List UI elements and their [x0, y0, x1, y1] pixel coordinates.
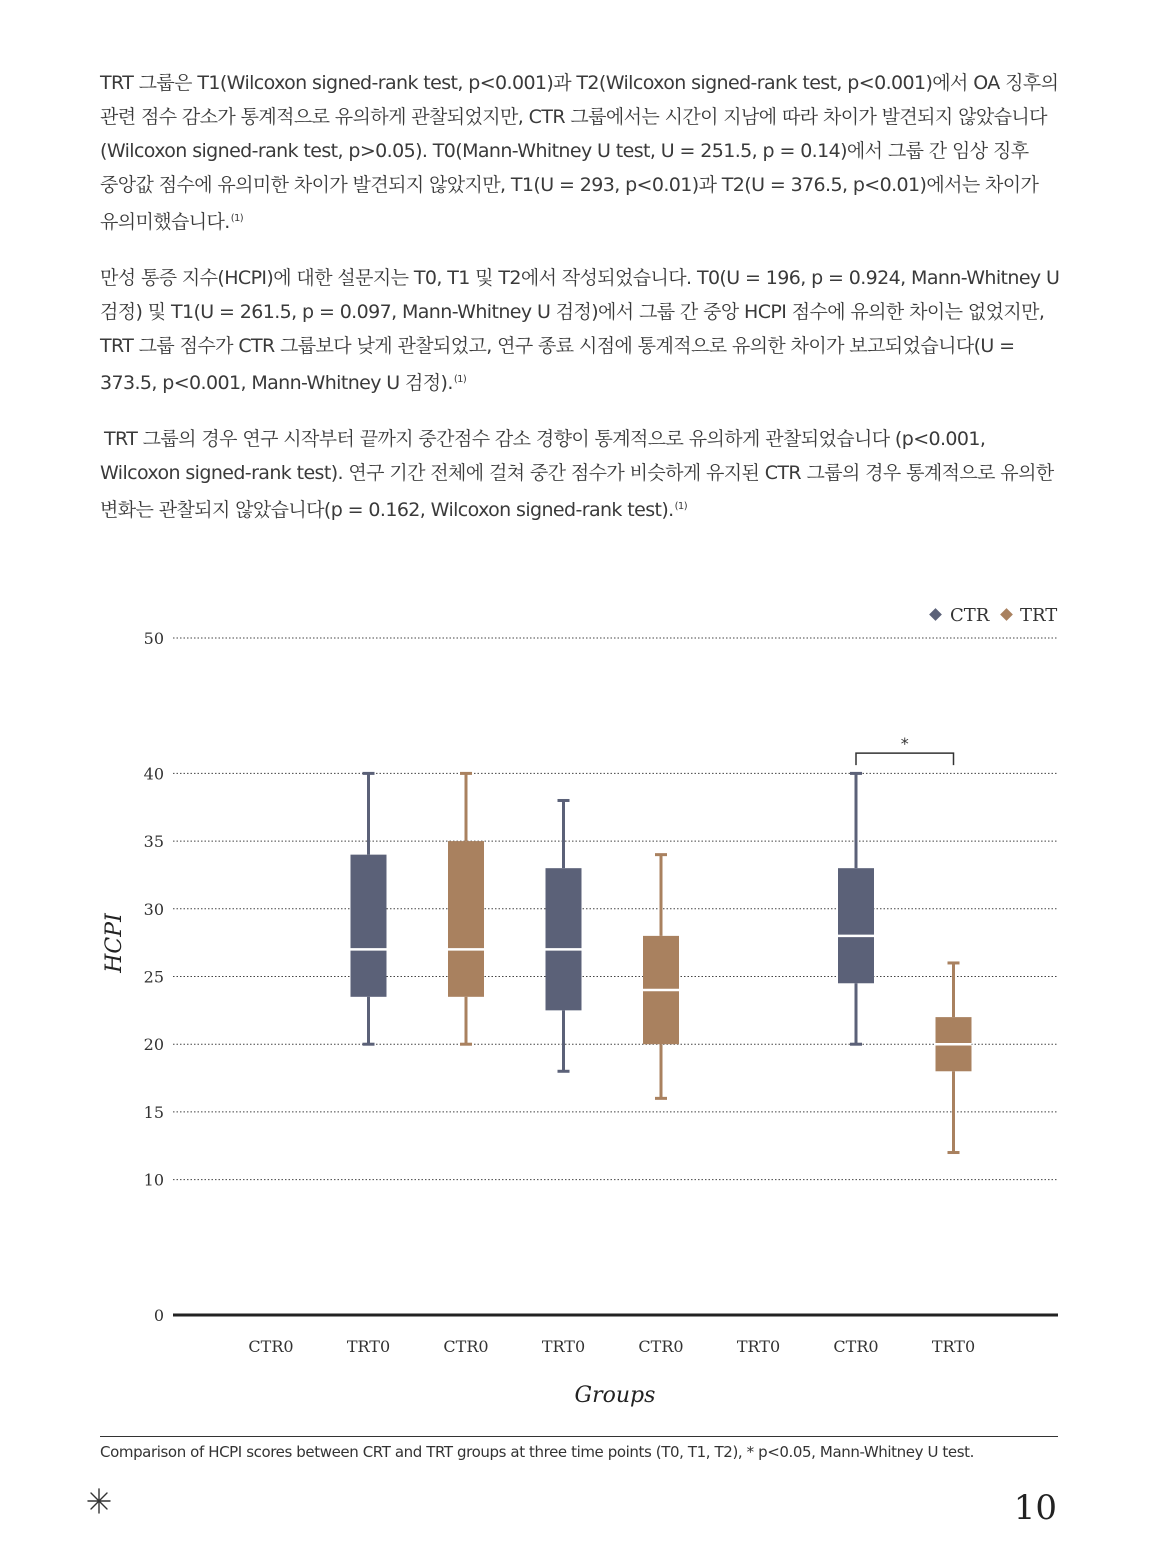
paragraph-2: 만성 통증 지수(HCPI)에 대한 설문지는 T0, T1 및 T2에서 작성되었습니다. T0(U = 196, p = 0.924, Mann-Whitney U 검정) 및 T1(U = 261.5, p = 0.097, Mann-Whitney U 검정)에서 그룹 간 중앙 HCPI 점수에 유의한 차이는 없었지만, TRT 그룹 점수가 CTR 그룹보다 낮게 관찰되었고, 연구 종료 시점에 통계적으로 유의한 차이가 보고되었습니다(U = 373.5, p<0.001, Mann-Whitney U 검정).$^{(1)}$ [100, 267, 1060, 394]
y-tick-label-0: 0 [153, 1306, 164, 1325]
x-tick-label-7: TRT0 [931, 1337, 976, 1356]
box-iqr [448, 841, 484, 997]
box-iqr [351, 855, 387, 997]
y-tick-label-15: 15 [143, 1102, 164, 1122]
y-axis-label: HCPI [102, 913, 127, 973]
x-tick-label-3: TRT0 [541, 1337, 586, 1356]
x-tick-label-0: CTR0 [248, 1337, 294, 1356]
y-tick-label-50: 50 [143, 629, 164, 648]
box-4 [643, 855, 679, 1099]
significance-bracket [856, 734, 954, 765]
significance-label-0: * [900, 734, 909, 754]
x-tick-label-1: TRT0 [346, 1337, 391, 1356]
legend-trt-label: TRT [1020, 605, 1058, 626]
reference-3: (1) [674, 501, 687, 512]
y-tick-label-30: 30 [143, 899, 164, 919]
box-5 [838, 773, 874, 1044]
y-tick-label-10: 10 [143, 1170, 164, 1190]
box-2 [448, 773, 484, 1044]
reference-2: (1) [453, 374, 467, 385]
hcpi-boxplot-chart [0, 590, 1157, 1430]
x-tick-label-2: CTR0 [443, 1337, 489, 1356]
x-tick-label-4: CTR0 [638, 1337, 684, 1356]
figure-caption: Comparison of HCPI scores between CRT and TRT groups at three time points (T0, T1, T2), * p<0.05, Mann-Whitney U test. [100, 1443, 974, 1461]
asterisk-ornament-icon [86, 1488, 112, 1514]
body-text [100, 66, 1060, 549]
x-axis-label: Groups [574, 1383, 656, 1408]
y-tick-label-35: 35 [143, 832, 164, 852]
caption-divider [100, 1436, 1058, 1437]
x-tick-label-5: TRT0 [736, 1337, 781, 1356]
y-tick-label-40: 40 [143, 764, 164, 784]
paragraph-3: TRT 그룹의 경우 연구 시작부터 끝까지 중간점수 감소 경향이 통계적으로 유의하게 관찰되었습니다 (p<0.001, Wilcoxon signed-rank test). 연구 기간 전체에 걸쳐 중간 점수가 비슷하게 유지된 CTR 그룹의 경우 통계적으로 유의한 변화는 관찰되지 않았습니다(p = 0.162, Wilcoxon signed-rank test).$^{(1)}$ [100, 428, 1054, 521]
y-tick-label-20: 20 [143, 1035, 164, 1055]
bracket-line-0 [856, 753, 954, 765]
boxes [351, 773, 972, 1152]
paragraph-1: TRT 그룹은 T1(Wilcoxon signed-rank test, p<0.001)과 T2(Wilcoxon signed-rank test, p<0.001)에서 OA 징후의 관련 점수 감소가 통계적으로 유의하게 관찰되었지만, CTR 그룹에서는 시간이 지남에 따라 차이가 발견되지 않았습니다(Wilcoxon signed-rank test, p>0.05). T0(Mann-Whitney U test, U = 251.5, p = 0.14)에서 그룹 간 임상 징후 중앙값 점수에 유의미한 차이가 발견되지 않았지만, T1(U = 293, p<0.01)과 T2(U = 376.5, p<0.01)에서는 차이가 유의미했습니다.$^{(1)}$ [100, 72, 1059, 233]
x-tick-label-6: CTR0 [833, 1337, 879, 1356]
legend-ctr-label: CTR [950, 605, 990, 626]
box-6 [936, 963, 972, 1153]
box-iqr [838, 868, 874, 983]
chart-legend [929, 605, 1057, 626]
reference-1: (1) [230, 213, 244, 224]
y-gridlines [173, 638, 1058, 1315]
box-iqr [546, 868, 582, 1010]
legend-trt-marker [1000, 608, 1013, 621]
box-1 [351, 773, 387, 1044]
y-tick-labels [144, 629, 164, 1325]
page-number: 10 [1013, 1488, 1057, 1528]
x-tick-labels [248, 1337, 975, 1356]
y-tick-label-25: 25 [143, 967, 164, 987]
legend-ctr-marker [929, 608, 942, 621]
